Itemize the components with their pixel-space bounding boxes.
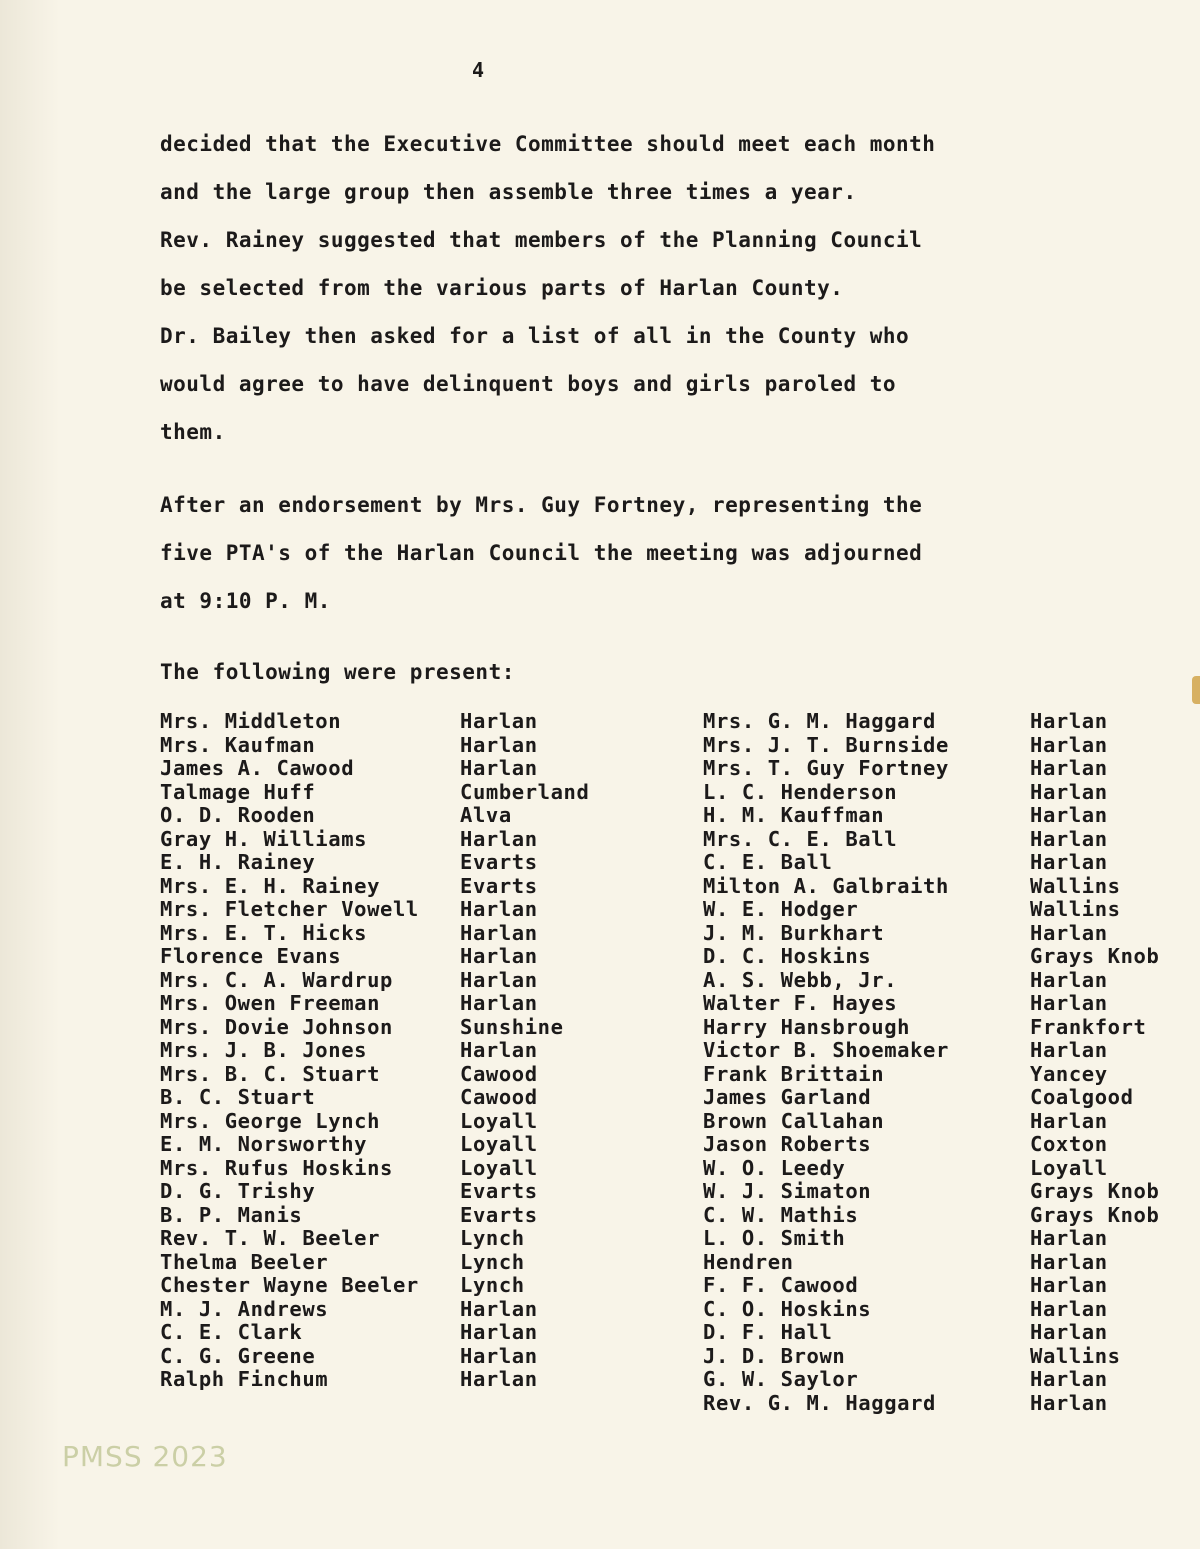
attendee-name: Harry Hansbrough <box>703 1014 911 1039</box>
attendee-name: C. E. Ball <box>703 850 833 874</box>
attendee-name: F. F. Cawood <box>703 1273 859 1297</box>
attendee-name: A. S. Webb, Jr. <box>703 967 898 992</box>
attendee-row <box>160 1086 589 1110</box>
attendee-place: Harlan <box>1030 1038 1108 1062</box>
attendance-heading: The following were present: <box>160 660 515 684</box>
attendee-place: Harlan <box>1030 826 1108 851</box>
attendee-place: Harlan <box>1030 850 1108 874</box>
attendee-name: Brown Callahan <box>703 1108 885 1133</box>
attendee-row <box>160 1204 589 1228</box>
attendee-row <box>703 1368 1159 1392</box>
text-line: be selected from the various parts of Harlan County. <box>160 276 844 300</box>
attendee-place: Evarts <box>460 1179 538 1203</box>
attendee-place: Harlan <box>460 1038 538 1062</box>
attendee-name: Mrs. T. Guy Fortney <box>703 756 949 780</box>
attendee-name: B. P. Manis <box>160 1202 303 1227</box>
attendee-name: Walter F. Hayes <box>703 991 898 1015</box>
attendee-row <box>160 969 589 993</box>
attendee-row <box>160 828 589 852</box>
attendee-row <box>703 1016 1159 1040</box>
attendee-name: C. E. Clark <box>160 1320 303 1344</box>
attendee-row <box>703 804 1159 828</box>
attendee-row <box>160 1039 589 1063</box>
attendee-row <box>703 757 1159 781</box>
attendee-row <box>160 710 589 734</box>
paper-stain <box>1192 676 1200 704</box>
attendee-name: Hendren <box>703 1249 794 1274</box>
attendee-name: Gray H. Williams <box>160 826 368 851</box>
attendee-name: Rev. T. W. Beeler <box>160 1226 381 1250</box>
attendee-name: Mrs. J. T. Burnside <box>703 732 949 757</box>
attendee-row <box>160 1180 589 1204</box>
attendee-name: Mrs. Fletcher Vowell <box>160 897 419 921</box>
attendee-place: Yancey <box>1030 1061 1108 1086</box>
attendee-row <box>160 875 589 899</box>
attendee-place: Lynch <box>460 1273 525 1297</box>
attendee-name: M. J. Andrews <box>160 1296 329 1321</box>
attendee-place: Harlan <box>460 1367 538 1391</box>
attendee-place: Coalgood <box>1030 1085 1134 1109</box>
attendee-place: Harlan <box>1030 1367 1108 1391</box>
attendee-name: Mrs. Kaufman <box>160 732 316 757</box>
attendee-place: Frankfort <box>1030 1014 1147 1039</box>
attendee-name: Mrs. C. A. Wardrup <box>160 967 393 992</box>
attendee-row <box>160 898 589 922</box>
attendee-name: W. O. Leedy <box>703 1155 846 1180</box>
text-line: Dr. Bailey then asked for a list of all in the County who <box>160 324 910 348</box>
attendee-row <box>703 1298 1159 1322</box>
attendee-name: Mrs. J. B. Jones <box>160 1038 368 1062</box>
attendee-name: Florence Evans <box>160 944 342 968</box>
paragraph-1 <box>160 120 1020 456</box>
attendee-place: Harlan <box>1030 991 1108 1015</box>
attendee-name: Mrs. Owen Freeman <box>160 991 381 1015</box>
attendee-place: Sunshine <box>460 1014 564 1039</box>
attendee-place: Harlan <box>460 709 538 733</box>
attendee-place: Wallins <box>1030 1343 1121 1368</box>
paragraph-2 <box>160 481 1020 625</box>
attendee-row <box>703 1204 1159 1228</box>
attendee-row <box>703 1251 1159 1275</box>
text-line: Rev. Rainey suggested that members of the Planning Council <box>160 228 923 252</box>
attendee-place: Evarts <box>460 850 538 874</box>
attendee-name: Talmage Huff <box>160 779 316 804</box>
attendee-name: Mrs. E. T. Hicks <box>160 920 368 945</box>
attendee-row <box>160 1157 589 1181</box>
attendee-place: Harlan <box>1030 1273 1108 1297</box>
attendee-row <box>703 1345 1159 1369</box>
attendee-place: Loyall <box>460 1132 538 1156</box>
attendee-name: Mrs. C. E. Ball <box>703 826 898 851</box>
text-line: them. <box>160 420 226 444</box>
attendee-row <box>160 1251 589 1275</box>
attendee-row <box>160 1063 589 1087</box>
attendee-row <box>160 804 589 828</box>
attendee-place: Harlan <box>1030 756 1108 780</box>
attendee-name: Mrs. George Lynch <box>160 1108 381 1133</box>
attendee-name: Mrs. Middleton <box>160 709 342 733</box>
attendee-name: J. D. Brown <box>703 1343 846 1368</box>
attendee-place: Cawood <box>460 1085 538 1109</box>
attendee-place: Loyall <box>1030 1155 1108 1180</box>
attendee-row <box>703 875 1159 899</box>
attendee-row <box>703 1157 1159 1181</box>
attendee-row <box>160 781 589 805</box>
attendee-row <box>160 945 589 969</box>
attendee-row <box>703 1133 1159 1157</box>
attendee-row <box>703 828 1159 852</box>
attendee-name: C. G. Greene <box>160 1343 316 1368</box>
attendee-name: James Garland <box>703 1085 872 1109</box>
attendee-row <box>160 992 589 1016</box>
attendee-place: Harlan <box>1030 1296 1108 1321</box>
attendee-name: James A. Cawood <box>160 756 355 780</box>
attendee-row <box>160 1321 589 1345</box>
attendee-name: D. F. Hall <box>703 1320 833 1344</box>
attendee-place: Grays Knob <box>1030 1179 1160 1203</box>
attendee-place: Harlan <box>460 920 538 945</box>
attendee-place: Evarts <box>460 873 538 898</box>
page-edge-shadow <box>0 0 60 1549</box>
attendee-name: B. C. Stuart <box>160 1085 316 1109</box>
attendee-row <box>160 734 589 758</box>
attendee-row <box>160 757 589 781</box>
attendee-place: Harlan <box>1030 1249 1108 1274</box>
attendee-name: O. D. Rooden <box>160 803 316 827</box>
attendee-row <box>160 1227 589 1251</box>
attendee-place: Harlan <box>1030 732 1108 757</box>
attendee-row <box>703 734 1159 758</box>
attendee-place: Alva <box>460 803 512 827</box>
attendee-place: Harlan <box>460 756 538 780</box>
attendee-row <box>703 898 1159 922</box>
text-line: would agree to have delinquent boys and girls paroled to <box>160 372 897 396</box>
attendee-place: Harlan <box>460 826 538 851</box>
attendee-place: Harlan <box>460 944 538 968</box>
attendee-name: L. C. Henderson <box>703 779 898 804</box>
attendee-name: L. O. Smith <box>703 1226 846 1250</box>
attendee-name: D. C. Hoskins <box>703 944 872 968</box>
attendee-name: Mrs. E. H. Rainey <box>160 873 381 898</box>
attendee-row <box>703 1392 1159 1416</box>
attendee-row <box>160 1345 589 1369</box>
attendee-place: Cumberland <box>460 779 590 804</box>
attendee-row <box>703 1321 1159 1345</box>
attendee-name: C. O. Hoskins <box>703 1296 872 1321</box>
attendee-place: Lynch <box>460 1226 525 1250</box>
attendee-name: Rev. G. M. Haggard <box>703 1390 936 1415</box>
attendee-place: Loyall <box>460 1155 538 1180</box>
attendee-row <box>703 922 1159 946</box>
attendee-place: Harlan <box>1030 920 1108 945</box>
attendee-row <box>703 992 1159 1016</box>
attendee-row <box>160 851 589 875</box>
attendee-row <box>703 1039 1159 1063</box>
attendee-place: Harlan <box>460 1320 538 1344</box>
attendee-list-right <box>703 710 1159 1415</box>
attendee-row <box>160 1298 589 1322</box>
attendee-place: Harlan <box>1030 1108 1108 1133</box>
watermark: PMSS 2023 <box>62 1440 228 1473</box>
attendee-place: Harlan <box>1030 709 1108 733</box>
attendee-place: Grays Knob <box>1030 1202 1160 1227</box>
attendee-row <box>703 1274 1159 1298</box>
attendee-name: W. E. Hodger <box>703 897 859 921</box>
attendee-place: Wallins <box>1030 873 1121 898</box>
attendee-place: Harlan <box>460 1343 538 1368</box>
attendee-name: Ralph Finchum <box>160 1367 329 1391</box>
attendee-row <box>160 1274 589 1298</box>
attendee-name: E. M. Norsworthy <box>160 1132 368 1156</box>
attendee-list-left <box>160 710 589 1392</box>
attendee-row <box>160 1368 589 1392</box>
attendee-row <box>703 851 1159 875</box>
attendee-place: Cawood <box>460 1061 538 1086</box>
text-line: five PTA's of the Harlan Council the meeting was adjourned <box>160 541 923 565</box>
attendee-name: Milton A. Galbraith <box>703 873 949 898</box>
attendee-place: Harlan <box>1030 803 1108 827</box>
attendee-place: Evarts <box>460 1202 538 1227</box>
attendee-row <box>160 922 589 946</box>
attendee-name: W. J. Simaton <box>703 1179 872 1203</box>
attendee-row <box>160 1133 589 1157</box>
attendee-name: Mrs. Rufus Hoskins <box>160 1155 393 1180</box>
attendee-place: Harlan <box>460 897 538 921</box>
attendee-place: Harlan <box>1030 1226 1108 1250</box>
attendee-row <box>160 1016 589 1040</box>
attendee-row <box>703 1227 1159 1251</box>
attendee-name: Mrs. B. C. Stuart <box>160 1061 381 1086</box>
page-number: 4 <box>472 58 485 82</box>
attendee-place: Wallins <box>1030 897 1121 921</box>
attendee-row <box>703 945 1159 969</box>
attendee-row <box>160 1110 589 1134</box>
text-line: After an endorsement by Mrs. Guy Fortney, representing the <box>160 493 923 517</box>
attendee-place: Coxton <box>1030 1132 1108 1156</box>
attendee-name: Frank Brittain <box>703 1061 885 1086</box>
attendee-name: Mrs. Dovie Johnson <box>160 1014 393 1039</box>
attendee-row <box>703 969 1159 993</box>
attendee-row <box>703 781 1159 805</box>
attendee-name: H. M. Kauffman <box>703 803 885 827</box>
attendee-name: G. W. Saylor <box>703 1367 859 1391</box>
attendee-row <box>703 1180 1159 1204</box>
attendee-row <box>703 1063 1159 1087</box>
attendee-row <box>703 710 1159 734</box>
attendee-place: Harlan <box>1030 779 1108 804</box>
attendee-name: D. G. Trishy <box>160 1179 316 1203</box>
attendee-place: Lynch <box>460 1249 525 1274</box>
text-line: and the large group then assemble three times a year. <box>160 180 857 204</box>
attendee-name: J. M. Burkhart <box>703 920 885 945</box>
attendee-row <box>703 1110 1159 1134</box>
attendee-name: Thelma Beeler <box>160 1249 329 1274</box>
attendee-place: Harlan <box>1030 1390 1108 1415</box>
attendee-place: Harlan <box>1030 1320 1108 1344</box>
text-line: decided that the Executive Committee should meet each month <box>160 132 936 156</box>
attendee-place: Loyall <box>460 1108 538 1133</box>
attendee-name: Jason Roberts <box>703 1132 872 1156</box>
attendee-name: Chester Wayne Beeler <box>160 1273 419 1297</box>
attendee-place: Grays Knob <box>1030 944 1160 968</box>
attendee-place: Harlan <box>1030 967 1108 992</box>
attendee-place: Harlan <box>460 991 538 1015</box>
attendee-name: Mrs. G. M. Haggard <box>703 709 936 733</box>
attendee-row <box>703 1086 1159 1110</box>
attendee-name: E. H. Rainey <box>160 850 316 874</box>
attendee-place: Harlan <box>460 967 538 992</box>
attendee-name: Victor B. Shoemaker <box>703 1038 949 1062</box>
attendee-place: Harlan <box>460 732 538 757</box>
attendee-name: C. W. Mathis <box>703 1202 859 1227</box>
text-line: at 9:10 P. M. <box>160 589 331 613</box>
attendee-place: Harlan <box>460 1296 538 1321</box>
